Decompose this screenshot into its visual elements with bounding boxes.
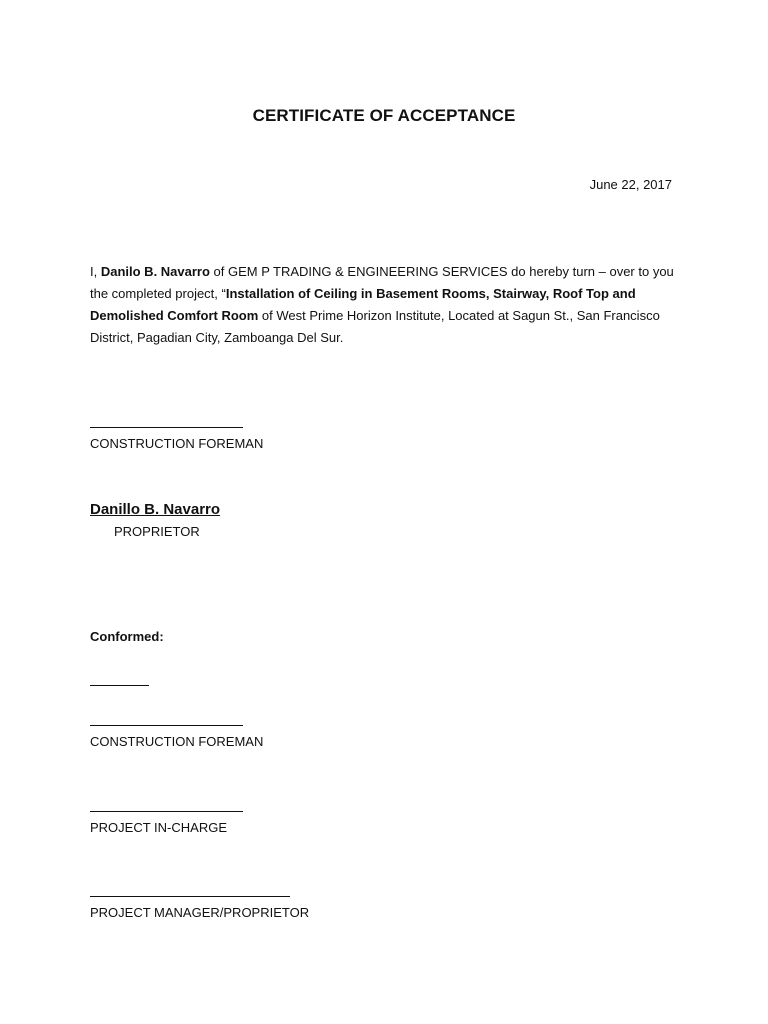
body-project-name: Installation of Ceiling in Basement Rooms, Stairway, Roof Top and Demolished Comfort Room <box>90 286 636 323</box>
body-text-location: of West Prime Horizon Institute, Located at Sagun St., San Francisco District, Pagadian City, Zamboanga Del Sur. <box>90 308 660 345</box>
conformed-signature-line <box>90 685 149 686</box>
certificate-body <box>90 261 680 349</box>
proprietor-title: PROPRIETOR <box>114 524 200 539</box>
body-contractor-name: Danilo B. Navarro <box>100 264 210 279</box>
proprietor-name: Danillo B. Navarro <box>90 501 221 518</box>
body-text-intro: I, <box>90 264 101 279</box>
signature-line-foreman-1 <box>90 427 243 428</box>
signature-line-incharge <box>90 811 243 812</box>
foreman-label-1: CONSTRUCTION FOREMAN <box>90 436 264 451</box>
signature-line-manager <box>90 896 290 897</box>
manager-label: PROJECT MANAGER/PROPRIETOR <box>90 905 310 920</box>
foreman-label-2: CONSTRUCTION FOREMAN <box>90 734 264 749</box>
incharge-label: PROJECT IN-CHARGE <box>90 820 227 835</box>
signature-line-foreman-2 <box>90 725 243 726</box>
document-date: June 22, 2017 <box>589 177 672 192</box>
body-text-company: of GEM P TRADING & ENGINEERING SERVICES do hereby turn – over to you the completed project, “ <box>90 264 674 301</box>
document-title: CERTIFICATE OF ACCEPTANCE <box>252 106 516 125</box>
conformed-label: Conformed: <box>90 629 164 644</box>
